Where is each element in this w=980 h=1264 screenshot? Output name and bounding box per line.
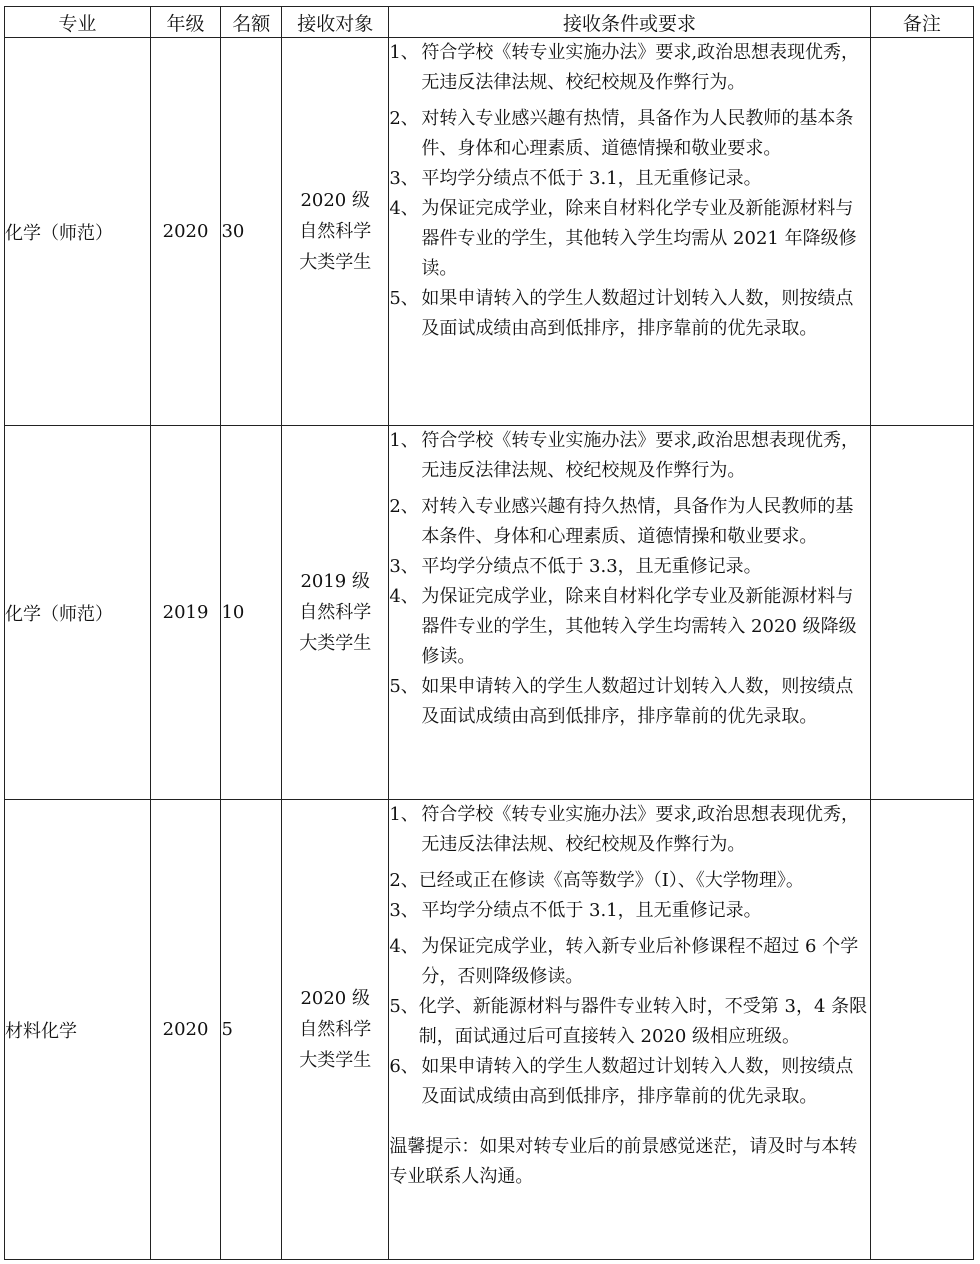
cell-major: 化学（师范） (5, 426, 151, 800)
cell-grade: 2020 (150, 800, 221, 1260)
requirement-number: 3、 (389, 168, 419, 189)
requirement-item (389, 284, 869, 344)
cell-major: 材料化学 (5, 800, 151, 1260)
cell-target (282, 426, 389, 800)
cell-grade: 2019 (150, 426, 221, 800)
requirement-text: 平均学分绩点不低于 3.1，且无重修记录。 (421, 900, 762, 921)
requirement-number: 1、 (389, 804, 419, 825)
requirement-number: 2、 (389, 870, 419, 891)
requirement-item (389, 866, 869, 896)
target-line: 2020 级 (300, 988, 370, 1009)
requirement-text: 如果申请转入的学生人数超过计划转入人数，则按绩点及面试成绩由高到低排序，排序靠前的优先录取。 (421, 1056, 854, 1107)
header-grade: 年级 (150, 7, 221, 38)
target-line: 2019 级 (300, 571, 370, 592)
requirement-item (389, 800, 869, 860)
requirement-item (389, 164, 869, 194)
cell-grade: 2020 (150, 38, 221, 426)
requirement-number: 2、 (389, 108, 419, 129)
requirement-item (389, 1052, 869, 1112)
requirement-item (389, 38, 869, 98)
table-row (5, 800, 974, 1260)
target-line: 大类学生 (299, 252, 372, 273)
cell-target (282, 38, 389, 426)
requirement-text: 对转入专业感兴趣有持久热情，具备作为人民教师的基本条件、身体和心理素质、道德情操和敬业要求。 (421, 496, 854, 547)
requirement-number: 4、 (389, 198, 419, 219)
requirement-text: 为保证完成学业，转入新专业后补修课程不超过 6 个学分，否则降级修读。 (421, 936, 859, 987)
requirement-number: 5、 (389, 288, 419, 309)
cell-major: 化学（师范） (5, 38, 151, 426)
header-major: 专业 (5, 7, 151, 38)
requirement-item (389, 582, 869, 672)
target-line: 自然科学 (299, 221, 372, 242)
target-line: 自然科学 (299, 1019, 372, 1040)
header-target: 接收对象 (282, 7, 389, 38)
requirement-item (389, 896, 869, 926)
table-row (5, 38, 974, 426)
requirement-number: 1、 (389, 430, 419, 451)
header-notes: 备注 (870, 7, 973, 38)
requirement-number: 5、 (389, 996, 419, 1017)
requirement-item (389, 492, 869, 552)
requirement-number: 4、 (389, 936, 419, 957)
requirement-item (389, 552, 869, 582)
cell-notes (870, 38, 973, 426)
requirement-text: 符合学校《转专业实施办法》要求,政治思想表现优秀，无违反法律法规、校纪校规及作弊行为。 (421, 804, 860, 855)
requirement-text: 符合学校《转专业实施办法》要求,政治思想表现优秀，无违反法律法规、校纪校规及作弊行为。 (421, 430, 860, 481)
requirement-number: 6、 (389, 1056, 419, 1077)
target-line: 大类学生 (299, 1050, 372, 1071)
requirement-text: 如果申请转入的学生人数超过计划转入人数，则按绩点及面试成绩由高到低排序，排序靠前的优先录取。 (421, 288, 854, 339)
requirement-number: 5、 (389, 676, 419, 697)
requirement-number: 3、 (389, 900, 419, 921)
requirement-number: 2、 (389, 496, 419, 517)
cell-quota: 30 (221, 38, 282, 426)
warm-tip: 温馨提示：如果对转专业后的前景感觉迷茫，请及时与本转专业联系人沟通。 (389, 1136, 858, 1187)
requirement-item (389, 672, 869, 732)
cell-notes (870, 426, 973, 800)
cell-requirements (389, 38, 870, 426)
requirement-number: 1、 (389, 42, 419, 63)
requirement-text: 如果申请转入的学生人数超过计划转入人数，则按绩点及面试成绩由高到低排序，排序靠前的优先录取。 (421, 676, 854, 727)
transfer-requirements-table (4, 6, 974, 1260)
cell-requirements (389, 800, 870, 1260)
requirement-number: 4、 (389, 586, 419, 607)
requirement-text: 平均学分绩点不低于 3.3，且无重修记录。 (421, 556, 762, 577)
requirement-item (389, 104, 869, 164)
requirement-number: 3、 (389, 556, 419, 577)
target-line: 2020 级 (300, 190, 370, 211)
target-line: 大类学生 (299, 633, 372, 654)
cell-quota: 10 (221, 426, 282, 800)
requirement-text: 符合学校《转专业实施办法》要求,政治思想表现优秀，无违反法律法规、校纪校规及作弊行为。 (421, 42, 860, 93)
requirement-text: 平均学分绩点不低于 3.1，且无重修记录。 (421, 168, 762, 189)
cell-quota: 5 (221, 800, 282, 1260)
cell-notes (870, 800, 973, 1260)
requirement-item (389, 992, 869, 1052)
target-line: 自然科学 (299, 602, 372, 623)
requirement-text: 化学、新能源材料与器件专业转入时，不受第 3，4 条限制，面试通过后可直接转入 2020 级相应班级。 (418, 996, 868, 1047)
requirement-text: 为保证完成学业，除来自材料化学专业及新能源材料与器件专业的学生，其他转入学生均需从 2021 年降级修读。 (421, 198, 857, 279)
requirement-text: 对转入专业感兴趣有热情，具备作为人民教师的基本条件、身体和心理素质、道德情操和敬业要求。 (421, 108, 854, 159)
header-row (5, 7, 974, 38)
table-row (5, 426, 974, 800)
cell-target (282, 800, 389, 1260)
requirement-text: 已经或正在修读《高等数学》（Ⅰ）、《大学物理》。 (418, 870, 804, 891)
cell-requirements (389, 426, 870, 800)
requirement-item (389, 932, 869, 992)
requirement-item (389, 194, 869, 284)
header-quota: 名额 (221, 7, 282, 38)
requirement-text: 为保证完成学业，除来自材料化学专业及新能源材料与器件专业的学生，其他转入学生均需转入 2020 级降级修读。 (421, 586, 857, 667)
requirement-item (389, 426, 869, 486)
header-requirements: 接收条件或要求 (389, 7, 870, 38)
